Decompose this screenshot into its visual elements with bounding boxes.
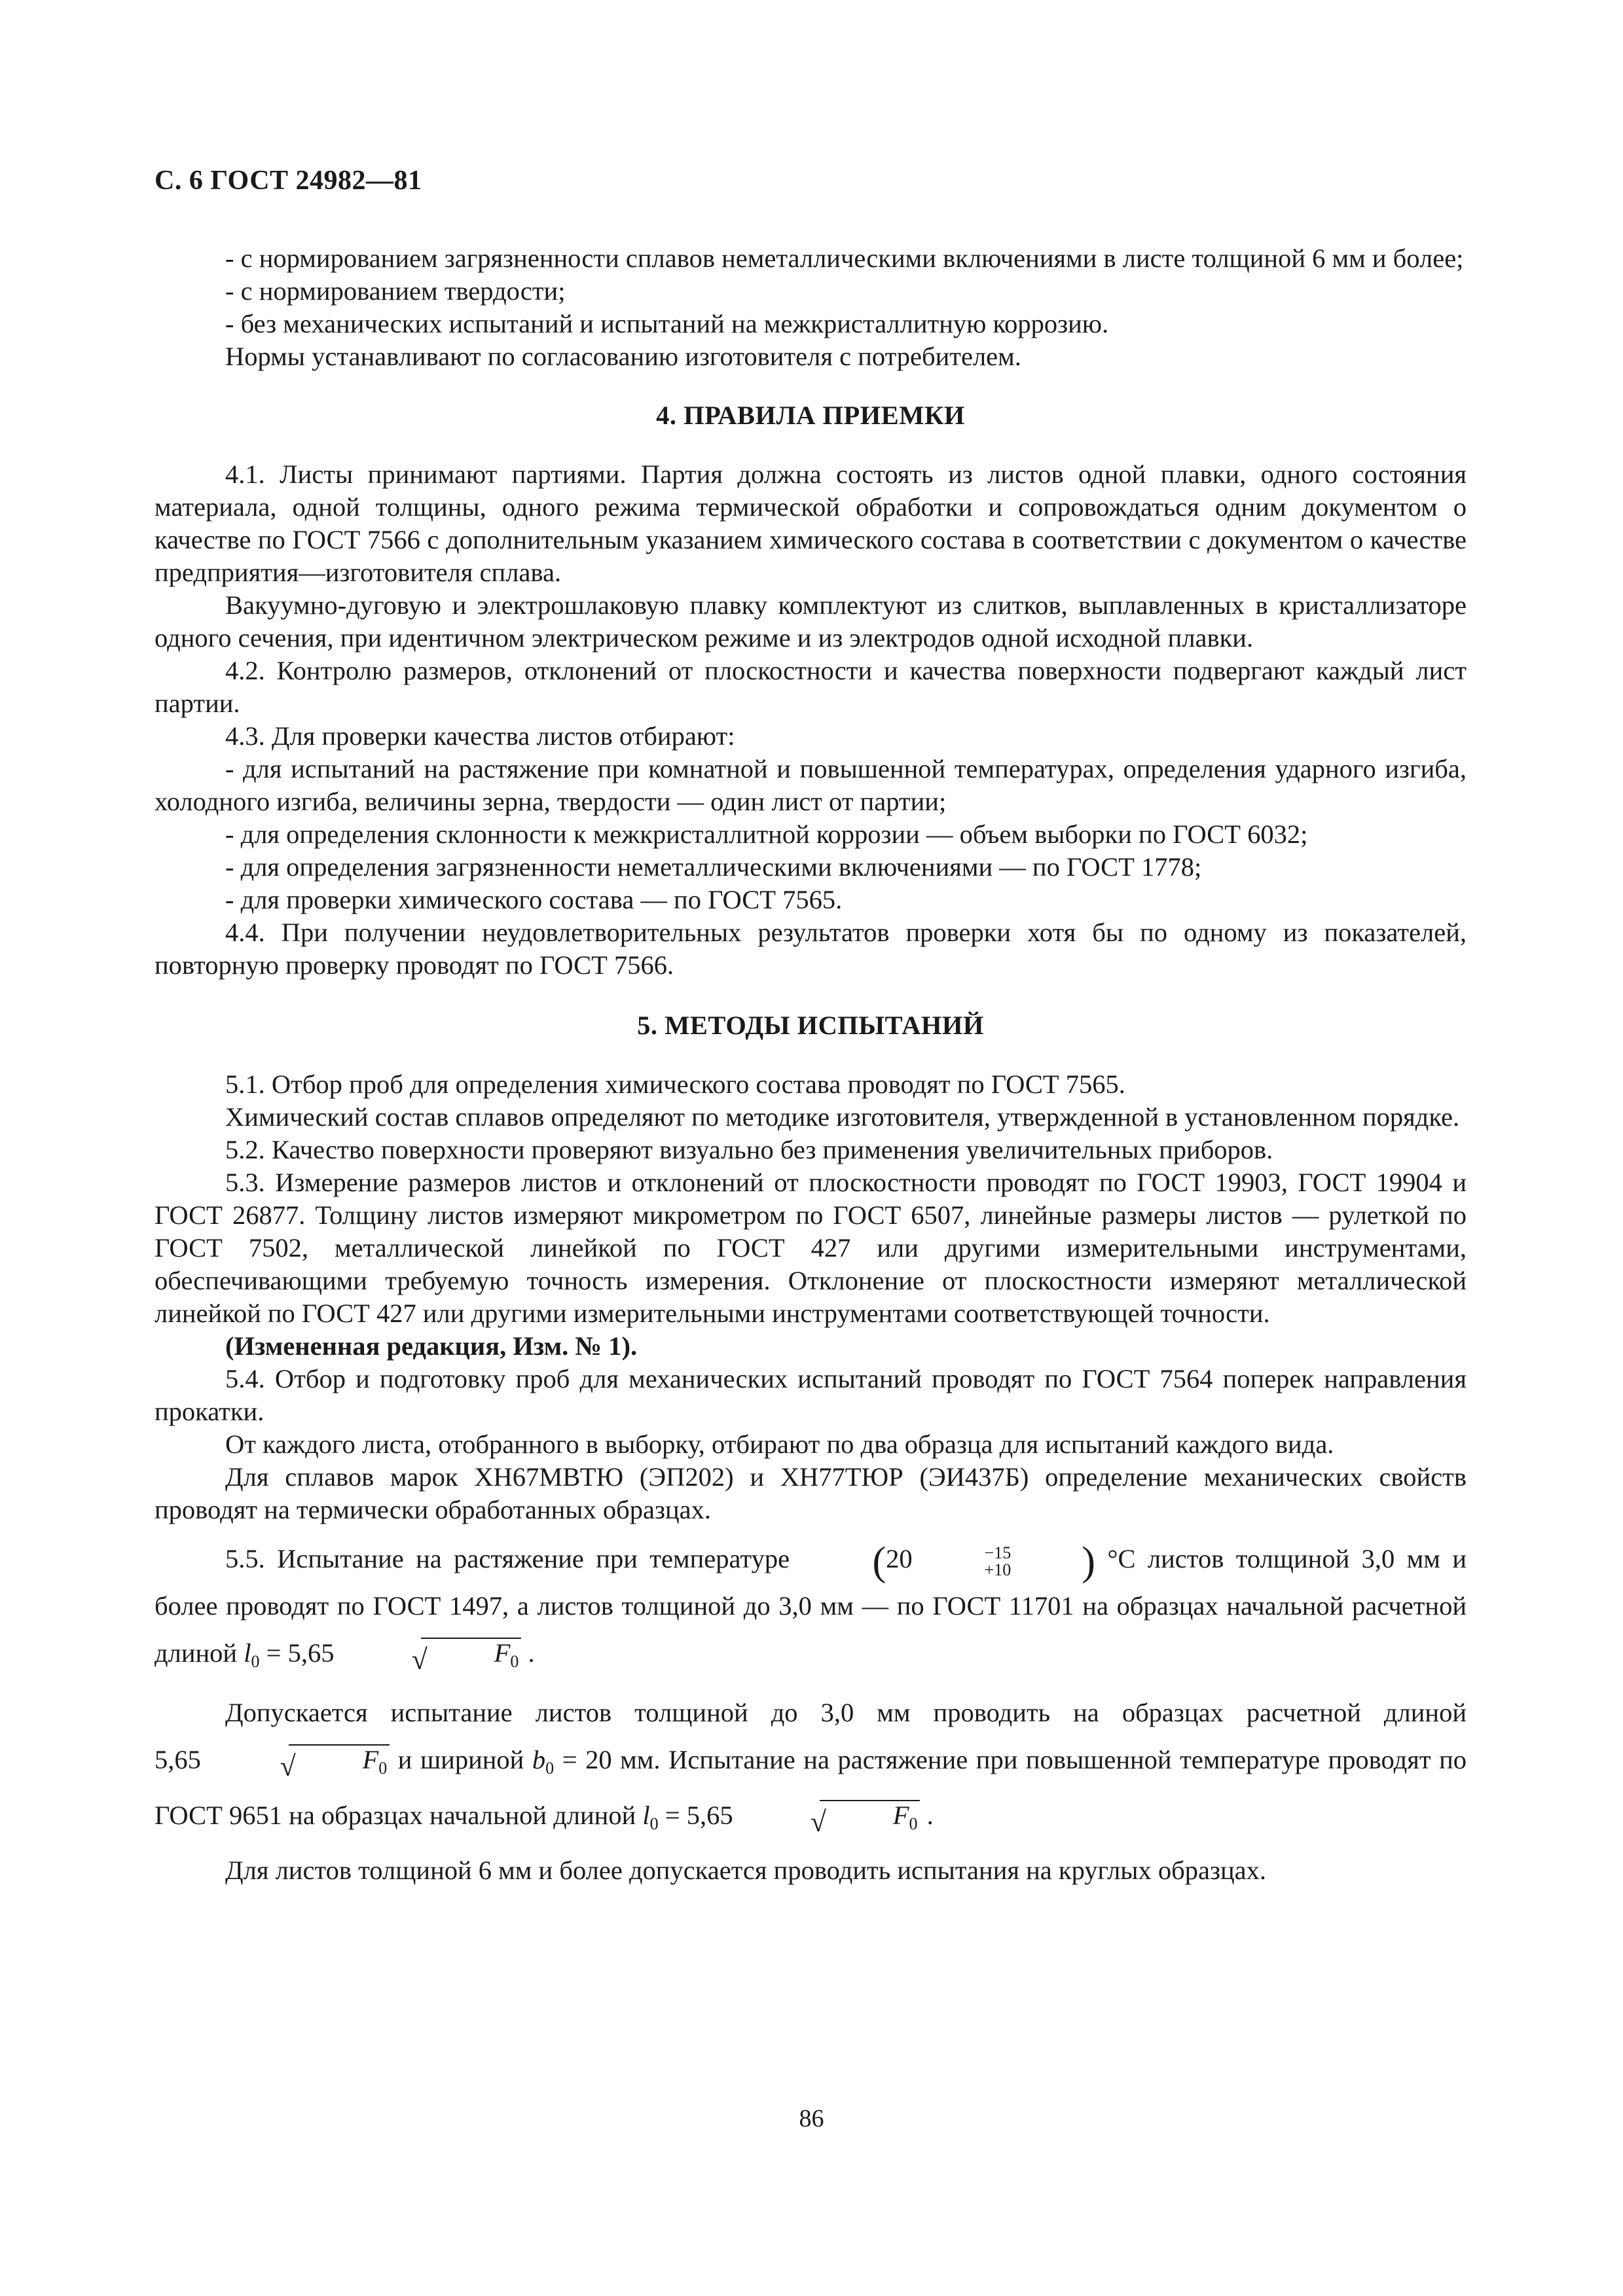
document-body	[155, 242, 1467, 1887]
coef: 5,65	[155, 1745, 201, 1774]
sqrt-symbol: √ $F_0$	[209, 1736, 390, 1784]
sqrt-symbol: √ $F_0$	[341, 1630, 522, 1677]
list-item: - для проверки химического состава — по ГОСТ 7565.	[225, 885, 843, 914]
amendment-note: (Измененная редакция, Изм. № 1).	[225, 1331, 638, 1361]
l-symbol: l	[244, 1638, 251, 1668]
temp-base: 20	[886, 1544, 913, 1573]
p56-lead: Допускается испытание листов толщиной до 3,0 мм проводить на образцах расчетной длиной	[225, 1698, 1467, 1727]
right-paren: )	[1082, 1539, 1095, 1584]
paragraph-4-4: 4.4. При получении неудовлетворительных результатов проверки хотя бы по одному из показателей, повторную проверку проводят по ГОСТ 7566.	[155, 918, 1467, 980]
intro-item: - с нормированием загрязненности сплавов неметаллическими включениями в листе толщиной 6 мм и более;	[225, 243, 1464, 273]
section-4-title: 4. ПРАВИЛА ПРИЕМКИ	[656, 401, 965, 430]
formula-end: .	[521, 1638, 535, 1668]
list-item: - для определения загрязненности неметаллическими включениями — по ГОСТ 1778;	[225, 852, 1202, 882]
F-symbol: F	[892, 1801, 909, 1830]
tol-upper: −15	[984, 1543, 1012, 1562]
temperature-formula	[801, 1539, 1107, 1584]
F-subscript: 0	[909, 1814, 918, 1833]
l-subscript: 0	[251, 1652, 260, 1671]
sqrt-symbol: √ $F_0$	[740, 1792, 921, 1839]
intro-item: - без механических испытаний и испытаний на межкристаллитную коррозию.	[225, 309, 1109, 338]
eq-value: = 5,65	[259, 1638, 335, 1668]
F-subscript: 0	[510, 1652, 519, 1671]
paragraph-5-2: 5.2. Качество поверхности проверяют визуально без применения увеличительных приборов.	[225, 1135, 1273, 1164]
intro-item: - с нормированием твердости;	[225, 276, 566, 306]
page-number: 86	[799, 2105, 824, 2132]
paragraph-4-2: 4.2. Контролю размеров, отклонений от плоскостности и качества поверхности подвергают каждый лист партии.	[155, 656, 1467, 718]
section-5-title: 5. МЕТОДЫ ИСПЫТАНИЙ	[637, 1011, 984, 1040]
paragraph-last: Для листов толщиной 6 мм и более допускается проводить испытания на круглых образцах.	[225, 1856, 1267, 1885]
length-formula	[244, 1638, 535, 1676]
paragraph: Вакуумно-дуговую и электрошлаковую плавку комплектуют из слитков, выплавленных в кристаллизаторе одного сечения, при идентичном электрическом режиме и из электродов одной исходной плавки.	[155, 590, 1467, 653]
paragraph-5-5	[155, 1535, 1467, 1685]
b-subscript: 0	[545, 1759, 555, 1778]
length-formula	[642, 1801, 934, 1838]
F-symbol: F	[494, 1638, 511, 1668]
intro-note: Нормы устанавливают по согласованию изготовителя с потребителем.	[225, 342, 1021, 371]
temp-tolerance	[914, 1545, 1012, 1579]
b-symbol: b	[532, 1745, 546, 1774]
p56-width: = 20 мм. Испытание на растяжение при повышенной температуре проводят по ГОСТ 9651 на образцах начальной длиной	[155, 1745, 1467, 1830]
paragraph-5-1: 5.1. Отбор проб для определения химического состава проводят по ГОСТ 7565.	[225, 1069, 1125, 1099]
list-item: - для определения склонности к межкристаллитной коррозии — объем выборки по ГОСТ 6032;	[225, 819, 1308, 849]
paragraph: Для сплавов марок ХН67МВТЮ (ЭП202) и ХН77ТЮР (ЭИ437Б) определение механических свойств проводят на термически обработанных образцах.	[155, 1462, 1467, 1524]
paragraph-4-1: 4.1. Листы принимают партиями. Партия должна состоять из листов одной плавки, одного состояния материала, одной толщины, одного режима термической обработки и сопровождаться одним документом о качестве по ГОСТ 7566 с дополнительным указанием химического состава в соответствии с документом о качестве предприятия—изготовителя сплава.	[155, 459, 1467, 587]
formula-end: .	[920, 1801, 934, 1830]
tol-lower: +10	[984, 1560, 1012, 1579]
list-item: - для испытаний на растяжение при комнатной и повышенной температурах, определения ударного изгиба, холодного изгиба, величины зерна, твердости — один лист от партии;	[155, 754, 1467, 816]
eq-value: = 5,65	[658, 1801, 733, 1830]
coef-formula	[155, 1745, 398, 1782]
l-symbol: l	[642, 1801, 650, 1830]
p56-mid: и шириной	[397, 1745, 524, 1774]
paragraph-4-3: 4.3. Для проверки качества листов отбирают:	[225, 721, 735, 751]
page-header: С. 6 ГОСТ 24982—81	[155, 166, 422, 196]
p55-after-temp: °С листов толщиной 3,0 мм и более проводят по ГОСТ 1497, а листов толщиной до 3,0 мм — по ГОСТ 11701 на образцах начальной расчетной длиной	[155, 1544, 1467, 1668]
left-paren: (	[872, 1539, 886, 1584]
paragraph: Химический состав сплавов определяют по методике изготовителя, утвержденной в установленном порядке.	[225, 1102, 1460, 1132]
F-subscript: 0	[378, 1759, 388, 1778]
paragraph: От каждого листа, отобранного в выборку, отбирают по два образца для испытаний каждого вида.	[225, 1429, 1334, 1459]
l-subscript: 0	[649, 1814, 659, 1833]
paragraph-5-4: 5.4. Отбор и подготовку проб для механических испытаний проводят по ГОСТ 7564 поперек направления прокатки.	[155, 1364, 1467, 1426]
paragraph-allowance	[155, 1689, 1467, 1848]
paragraph-5-3: 5.3. Измерение размеров листов и отклонений от плоскостности проводят по ГОСТ 19903, ГОСТ 19904 и ГОСТ 26877. Толщину листов измеряют микрометром по ГОСТ 6507, линейные размеры листов — рулеткой по ГОСТ 7502, металлической линейкой по ГОСТ 427 или другими измерительными инструментами, обеспечивающими требуемую точность измерения. Отклонение от плоскостности измеряют металлической линейкой по ГОСТ 427 или другими измерительными инструментами соответствующей точности.	[155, 1168, 1467, 1328]
F-symbol: F	[362, 1745, 379, 1774]
p55-lead: 5.5. Испытание на растяжение при температуре	[225, 1544, 790, 1573]
